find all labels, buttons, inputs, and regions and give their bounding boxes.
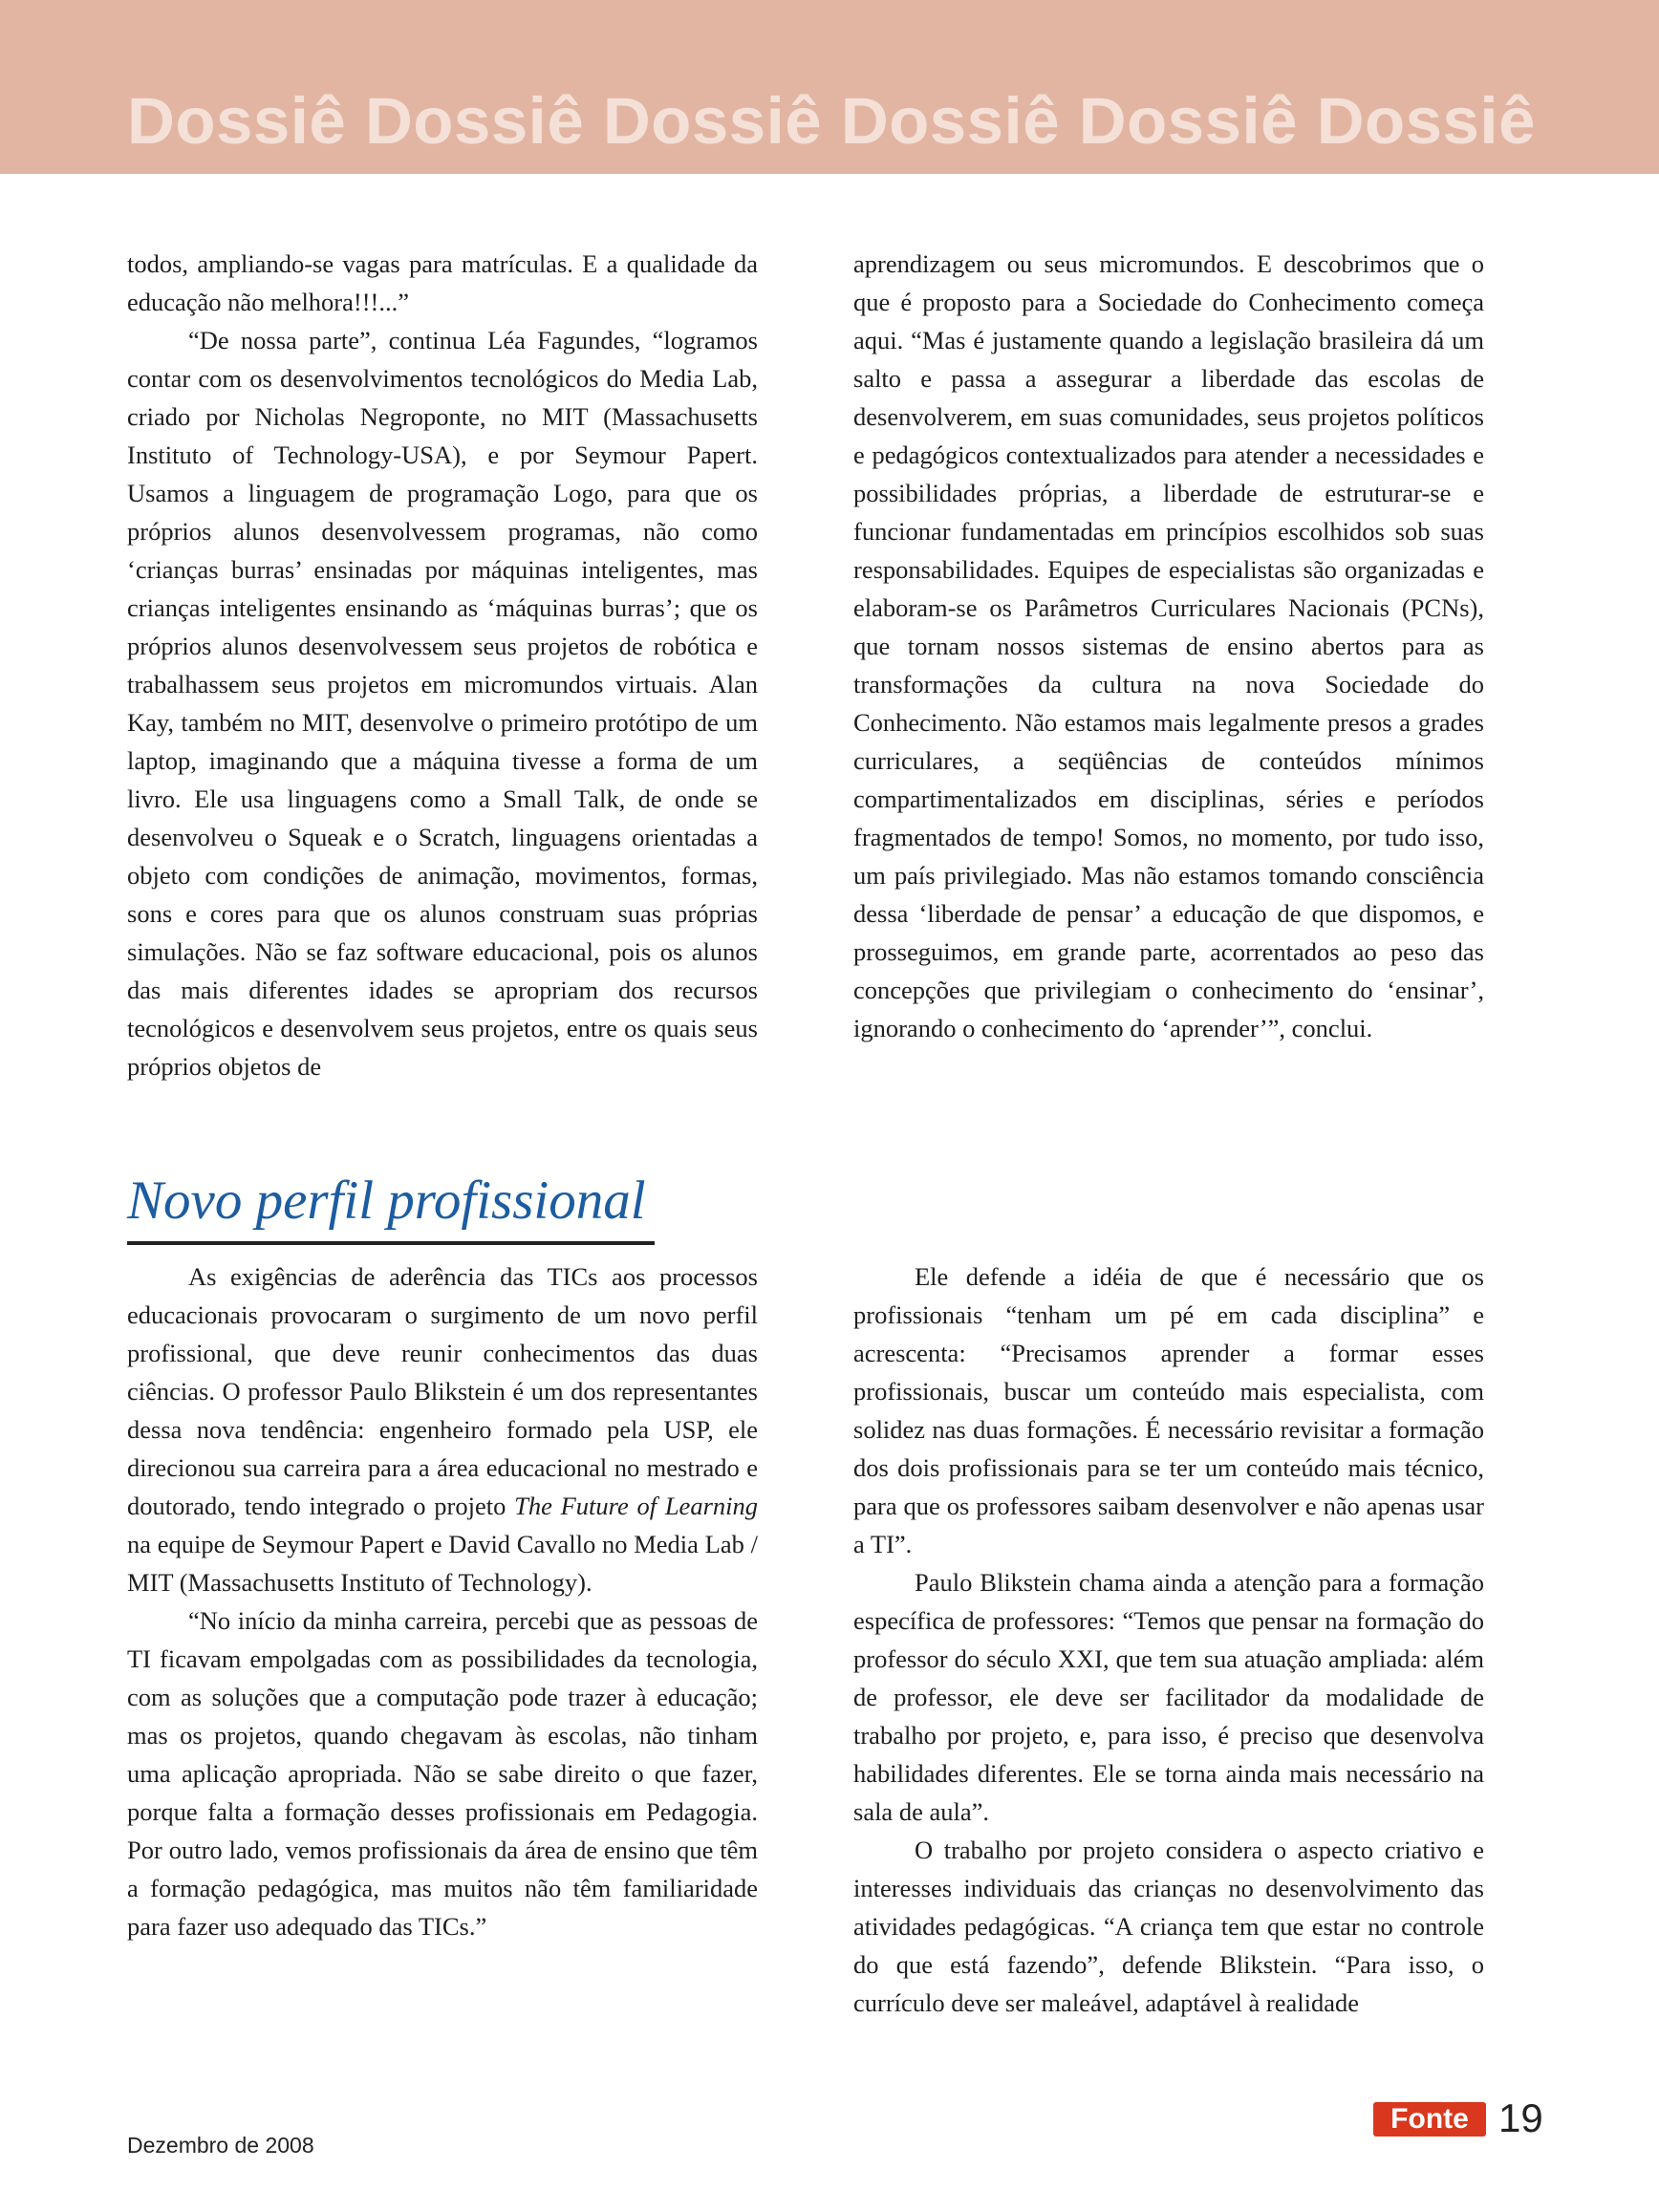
project-title: The Future of Learning: [514, 1492, 758, 1520]
section-label: Dossiê Dossiê Dossiê Dossiê Dossiê Dossiê: [127, 84, 1536, 158]
paragraph: [127, 1257, 758, 1601]
column-top-right: [853, 245, 1484, 1139]
paragraph: “No início da minha carreira, percebi que as pessoas de TI ficavam empolgadas com as possibilidades da tecnologia, com as soluções que a computação pode trazer à educação; mas os projetos, quando chegavam às escolas, não tinham uma aplicação apropriada. Não se sabe direito o que fazer, porque falta a formação desses profissionais em Pedagogia. Por outro lado, vemos profissionais da área de ensino que têm a formação pedagógica, mas muitos não têm familiaridade para fazer uso adequado das TICs.”: [127, 1606, 758, 1941]
column-bottom-right: [853, 1257, 1484, 2041]
paragraph-text: na equipe de Seymour Papert e David Cavallo no Media Lab / MIT (Massachusetts Instituto of Technology).: [127, 1530, 758, 1597]
paragraph: Ele defende a idéia de que é necessário que os profissionais “tenham um pé em cada disciplina” e acrescenta: “Precisamos aprender a formar esses profissionais, buscar um conteúdo mais especialista, com solidez nas duas formações. É necessário revisitar a formação dos dois profissionais para se ter um conteúdo mais técnico, para que os professores saibam desenvolver e não apenas usar a TI”.: [853, 1262, 1484, 1558]
paragraph: Paulo Blikstein chama ainda a atenção para a formação específica de professores: “Temos que pensar na formação do professor do século XXI, que tem sua atuação ampliada: além de professor, ele deve ser facilitador da modalidade de trabalho por projeto, e, para isso, é preciso que desenvolva habilidades diferentes. Ele se torna ainda mais necessário na sala de aula”.: [853, 1568, 1484, 1826]
paragraph: O trabalho por projeto considera o aspecto criativo e interesses individuais das crianças no desenvolvimento das atividades pedagógicas. “A criança tem que estar no controle do que está fazendo”, defende Blikstein. “Para isso, o currículo deve ser maleável, adaptável à realidade: [853, 1836, 1484, 2017]
paragraph-text: As exigências de aderência das TICs aos processos educacionais provocaram o surgimento de um novo perfil profissional, que deve reunir conhecimentos das duas ciências. O professor Paulo Blikstein é um dos representantes dessa nova tendência: engenheiro formado pela USP, ele direcionou sua carreira para a área educacional no mestrado e doutorado, tendo integrado o projeto: [127, 1262, 758, 1520]
header-banner: [0, 0, 1659, 174]
paragraph: todos, ampliando-se vagas para matrículas. E a qualidade da educação não melhora!!!...”: [127, 249, 758, 316]
column-top-left: [127, 245, 758, 1139]
fonte-logo: Fonte: [1373, 2102, 1486, 2137]
section-heading: Novo perfil profissional: [127, 1170, 646, 1231]
heading-underline: [127, 1241, 655, 1245]
paragraph: “De nossa parte”, continua Léa Fagundes, “logramos contar com os desenvolvimentos tecnológicos do Media Lab, criado por Nicholas Negroponte, no MIT (Massachusetts Instituto of Technology-USA), e por Seymour Papert. Usamos a linguagem de programação Logo, para que os próprios alunos desenvolvessem programas, não como ‘crianças burras’ ensinadas por máquinas inteligentes, mas crianças inteligentes ensinando as ‘máquinas burras’; que os próprios alunos desenvolvessem seus projetos de robótica e trabalhassem seus projetos em micromundos virtuais. Alan Kay, também no MIT, desenvolve o primeiro protótipo de um laptop, imaginando que a máquina tivesse a forma de um livro. Ele usa linguagens como a Small Talk, de onde se desenvolveu o Squeak e o Scratch, linguagens orientadas a objeto com condições de animação, movimentos, formas, sons e cores para que os alunos construam suas próprias simulações. Não se faz software educacional, pois os alunos das mais diferentes idades se apropriam dos recursos tecnológicos e desenvolvem seus projetos, entre os quais seus próprios objetos de: [127, 326, 758, 1081]
column-bottom-left: [127, 1257, 758, 2041]
paragraph: aprendizagem ou seus micromundos. E descobrimos que o que é proposto para a Sociedade do Conhecimento começa aqui. “Mas é justamente quando a legislação brasileira dá um salto e passa a assegurar a liberdade das escolas de desenvolverem, em suas comunidades, seus projetos políticos e pedagógicos contextualizados para atender a necessidades e possibilidades próprias, a liberdade de estruturar-se e funcionar fundamentadas em princípios escolhidos sob suas responsabilidades. Equipes de especialistas são organizadas e elaboram-se os Parâmetros Curriculares Nacionais (PCNs), que tornam nossos sistemas de ensino abertos para as transformações da cultura na nova Sociedade do Conhecimento. Não estamos mais legalmente presos a grades curriculares, a seqüências de conteúdos mínimos compartimentalizados em disciplinas, séries e períodos fragmentados de tempo! Somos, no momento, por tudo isso, um país privilegiado. Mas não estamos tomando consciência dessa ‘liberdade de pensar’ a educação de que dispomos, e prosseguimos, em grande parte, acorrentados ao peso das concepções que privilegiam o conhecimento do ‘ensinar’, ignorando o conhecimento do ‘aprender’”, conclui.: [853, 249, 1484, 1042]
issue-date: Dezembro de 2008: [127, 2133, 314, 2158]
page-number: 19: [1498, 2095, 1543, 2140]
